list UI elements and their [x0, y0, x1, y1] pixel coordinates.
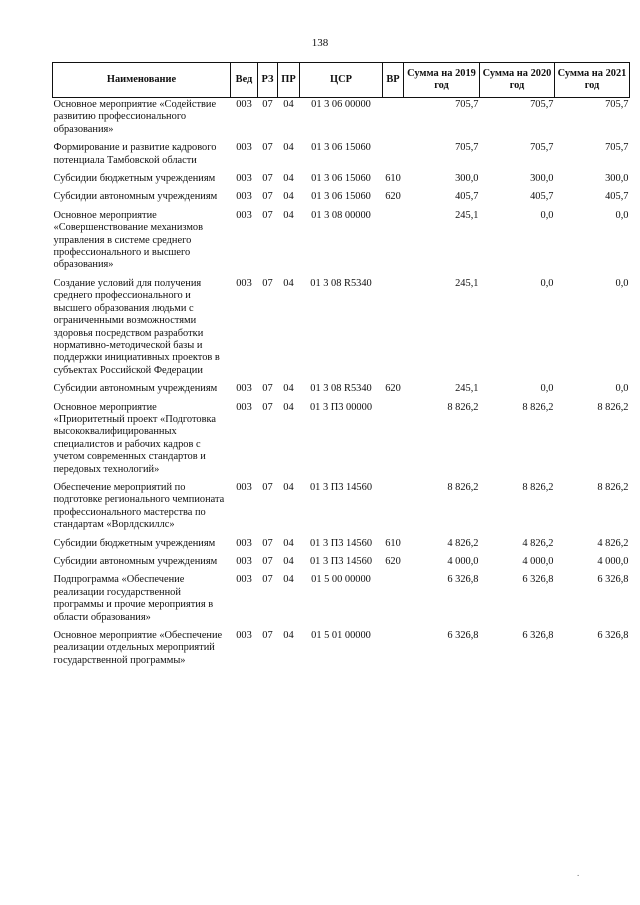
row-vr: 610 — [385, 173, 401, 185]
row-vr: 610 — [385, 537, 401, 549]
row-csr: 01 3 08 R5340 — [310, 383, 372, 395]
row-sum-2020: 0,0 — [540, 277, 554, 289]
row-sum-2020: 405,7 — [530, 191, 554, 203]
row-ved: 003 — [236, 556, 252, 567]
row-csr: 01 3 П3 00000 — [309, 401, 373, 413]
row-ved: 003 — [236, 383, 252, 395]
row-rz: 07 — [262, 142, 273, 154]
row-rz: 07 — [262, 173, 273, 185]
row-vr — [383, 629, 404, 672]
row-csr: 01 3 П3 14560 — [309, 481, 373, 493]
row-sum-2020: 705,7 — [530, 142, 554, 154]
page-number: 138 — [311, 37, 329, 49]
row-pr: 04 — [283, 277, 294, 289]
row-csr: 01 5 00 00000 — [311, 574, 371, 586]
row-ved: 003 — [236, 173, 252, 185]
header-ved: Вед — [231, 63, 258, 98]
row-sum-2021: 4 826,2 — [597, 537, 629, 549]
row-sum-2021: 405,7 — [605, 191, 629, 203]
table-row — [53, 537, 630, 555]
row-sum-2020: 0,0 — [540, 383, 554, 395]
row-pr: 04 — [283, 99, 294, 110]
row-csr: 01 3 06 15060 — [311, 191, 371, 203]
header-sum-2021: Сумма на 2021 год — [555, 63, 630, 98]
row-name: Подпрограмма «Обеспечение реализации государственной программы и прочие мероприятия в области образования» — [53, 574, 214, 623]
row-sum-2019: 245,1 — [455, 209, 479, 221]
row-sum-2021: 0,0 — [615, 383, 629, 395]
row-csr: 01 3 П3 14560 — [309, 556, 373, 567]
row-csr: 01 3 06 15060 — [311, 142, 371, 154]
row-sum-2021: 300,0 — [605, 173, 629, 185]
row-name: Обеспечение мероприятий по подготовке регионального чемпионата профессионального мастерства по стандартам «Ворлдскиллс» — [53, 481, 225, 531]
row-ved: 003 — [236, 277, 252, 289]
row-ved: 003 — [236, 142, 252, 154]
row-vr — [383, 141, 404, 172]
row-sum-2021: 0,0 — [615, 209, 629, 221]
header-csr: ЦСР — [300, 63, 383, 98]
row-vr — [383, 209, 404, 277]
row-csr: 01 3 П3 14560 — [309, 537, 373, 549]
table-row — [53, 141, 630, 172]
row-ved: 003 — [236, 481, 252, 493]
row-rz: 07 — [262, 383, 273, 395]
row-sum-2020: 6 326,8 — [522, 574, 554, 586]
row-ved: 003 — [236, 99, 252, 110]
table-row — [53, 629, 630, 672]
row-csr: 01 5 01 00000 — [311, 630, 371, 642]
row-ved: 003 — [236, 537, 252, 549]
row-rz: 07 — [262, 556, 273, 567]
row-ved: 003 — [236, 209, 252, 221]
row-vr: 620 — [385, 383, 401, 395]
row-ved: 003 — [236, 191, 252, 203]
table-row — [53, 209, 630, 277]
table-row — [53, 555, 630, 573]
row-name: Субсидии автономным учреждениям — [53, 556, 218, 567]
header-sum-2020: Сумма на 2020 год — [480, 63, 555, 98]
corner-mark: . — [577, 868, 580, 878]
header-sum-2019: Сумма на 2019 год — [404, 63, 480, 98]
row-name: Основное мероприятие «Совершенствование механизмов управления в системе среднего профессионального и высшего образования» — [53, 209, 204, 271]
row-sum-2021: 6 326,8 — [597, 630, 629, 642]
row-name: Субсидии автономным учреждениям — [53, 191, 218, 203]
table-row — [53, 277, 630, 382]
row-sum-2019: 705,7 — [455, 142, 479, 154]
budget-table — [52, 62, 630, 672]
row-vr — [383, 401, 404, 481]
row-vr: 620 — [385, 191, 401, 203]
row-sum-2021: 6 326,8 — [597, 574, 629, 586]
row-name: Субсидии бюджетным учреждениям — [53, 173, 216, 185]
row-vr — [383, 98, 404, 142]
row-sum-2019: 705,7 — [455, 99, 479, 110]
row-sum-2021: 705,7 — [605, 99, 629, 110]
row-pr: 04 — [283, 630, 294, 642]
row-name: Основное мероприятие «Приоритетный проект «Подготовка высококвалифицированных специалистов и рабочих кадров с учетом современных стандартов и передовых технологий» — [53, 401, 216, 475]
row-sum-2019: 6 326,8 — [447, 630, 479, 642]
row-rz: 07 — [262, 537, 273, 549]
table-row — [53, 190, 630, 208]
row-rz: 07 — [262, 99, 273, 110]
row-vr — [383, 573, 404, 629]
row-pr: 04 — [283, 191, 294, 203]
table-row — [53, 481, 630, 537]
row-vr: 620 — [385, 556, 401, 567]
header-name: Наименование — [53, 63, 231, 98]
row-sum-2020: 705,7 — [530, 99, 554, 110]
row-name: Субсидии автономным учреждениям — [53, 383, 218, 395]
row-sum-2019: 8 826,2 — [447, 481, 479, 493]
table-body — [53, 98, 630, 673]
row-csr: 01 3 06 00000 — [311, 99, 371, 110]
row-rz: 07 — [262, 209, 273, 221]
row-pr: 04 — [283, 383, 294, 395]
row-sum-2020: 8 826,2 — [522, 401, 554, 413]
row-ved: 003 — [236, 630, 252, 642]
row-sum-2019: 300,0 — [455, 173, 479, 185]
row-rz: 07 — [262, 191, 273, 203]
row-pr: 04 — [283, 537, 294, 549]
row-csr: 01 3 06 15060 — [311, 173, 371, 185]
row-name: Создание условий для получения среднего профессионального и высшего образования людьми с ограниченными возможностями здоровья посредством разработки нормативно-методической базы и поддержки инициативных проектов в субъектах Российской Федерации — [53, 277, 220, 376]
row-sum-2021: 705,7 — [605, 142, 629, 154]
header-rz: РЗ — [258, 63, 278, 98]
row-sum-2019: 8 826,2 — [447, 401, 479, 413]
row-ved: 003 — [236, 401, 252, 413]
row-sum-2021: 4 000,0 — [597, 556, 629, 567]
row-pr: 04 — [283, 556, 294, 567]
row-pr: 04 — [283, 481, 294, 493]
row-pr: 04 — [283, 401, 294, 413]
table-row — [53, 573, 630, 629]
row-sum-2021: 0,0 — [615, 277, 629, 289]
row-sum-2019: 4 000,0 — [447, 556, 479, 567]
row-name: Основное мероприятие «Обеспечение реализации отдельных мероприятий государственной программы» — [53, 630, 223, 666]
row-sum-2020: 8 826,2 — [522, 481, 554, 493]
row-sum-2021: 8 826,2 — [597, 481, 629, 493]
row-rz: 07 — [262, 574, 273, 586]
table-row — [53, 98, 630, 142]
row-pr: 04 — [283, 142, 294, 154]
row-sum-2021: 8 826,2 — [597, 401, 629, 413]
table-row — [53, 382, 630, 400]
row-sum-2019: 6 326,8 — [447, 574, 479, 586]
row-vr — [383, 481, 404, 537]
table-row — [53, 172, 630, 190]
row-rz: 07 — [262, 277, 273, 289]
row-csr: 01 3 08 00000 — [311, 209, 371, 221]
row-pr: 04 — [283, 173, 294, 185]
row-name: Субсидии бюджетным учреждениям — [53, 537, 216, 549]
row-csr: 01 3 08 R5340 — [310, 277, 372, 289]
row-rz: 07 — [262, 481, 273, 493]
row-sum-2020: 4 826,2 — [522, 537, 554, 549]
row-sum-2019: 245,1 — [455, 383, 479, 395]
row-sum-2019: 4 826,2 — [447, 537, 479, 549]
row-name: Формирование и развитие кадрового потенциала Тамбовской области — [53, 142, 217, 166]
row-sum-2020: 6 326,8 — [522, 630, 554, 642]
row-sum-2019: 245,1 — [455, 277, 479, 289]
header-vr: ВР — [383, 63, 404, 98]
row-pr: 04 — [283, 209, 294, 221]
row-sum-2020: 4 000,0 — [522, 556, 554, 567]
header-pr: ПР — [278, 63, 300, 98]
row-rz: 07 — [262, 401, 273, 413]
row-name: Основное мероприятие «Содействие развитию профессионального образования» — [53, 99, 217, 135]
row-pr: 04 — [283, 574, 294, 586]
row-ved: 003 — [236, 574, 252, 586]
row-sum-2019: 405,7 — [455, 191, 479, 203]
row-sum-2020: 300,0 — [530, 173, 554, 185]
row-sum-2020: 0,0 — [540, 209, 554, 221]
row-vr — [383, 277, 404, 382]
row-rz: 07 — [262, 630, 273, 642]
table-header — [53, 63, 630, 98]
table-row — [53, 401, 630, 481]
